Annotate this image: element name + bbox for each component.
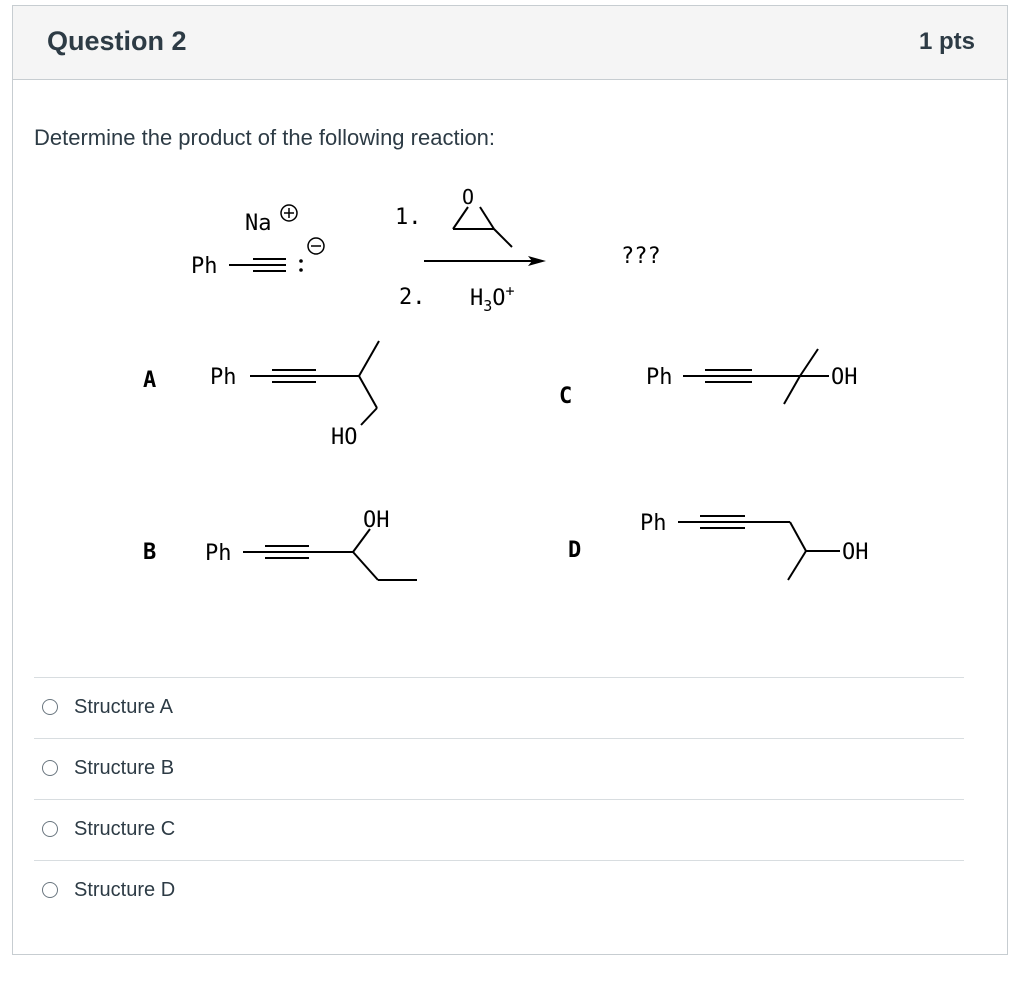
lone-pair-dot [299, 268, 303, 272]
answer-option-d[interactable] [34, 860, 964, 921]
radio-structure-b[interactable] [42, 760, 58, 776]
epoxide-methyl-bond [494, 229, 512, 247]
answer-label-c[interactable]: Structure C [74, 818, 176, 840]
epoxide-oxygen-label: O [462, 185, 475, 209]
question-title: Question 2 [47, 26, 187, 56]
structure-d-letter: D [568, 538, 582, 563]
answer-label-a[interactable]: Structure A [74, 696, 173, 718]
epoxide-ring-bond [480, 207, 494, 229]
answer-option-a[interactable] [34, 677, 964, 738]
sodium-label: Na [245, 211, 272, 236]
question-prompt: Determine the product of the following reaction: [34, 125, 496, 150]
answer-option-c[interactable] [34, 799, 964, 860]
step2-label: 2. [399, 285, 426, 310]
product-unknown-label: ??? [621, 244, 661, 269]
lone-pair-dot [299, 259, 303, 263]
reactant-phenyl-label: Ph [191, 254, 218, 279]
structure-b-hydroxyl: OH [363, 508, 390, 533]
structure-d-hydroxyl: OH [842, 540, 869, 565]
structure-b-phenyl: Ph [205, 541, 232, 566]
step1-label: 1. [395, 205, 422, 230]
epoxide-ring-bond [453, 207, 468, 229]
answer-label-d[interactable]: Structure D [74, 879, 176, 901]
structure-a-hydroxyl: HO [331, 425, 358, 450]
structure-c-letter: C [559, 384, 573, 409]
structure-a-letter: A [143, 368, 157, 393]
radio-structure-c[interactable] [42, 821, 58, 837]
structure-c-phenyl: Ph [646, 365, 673, 390]
structure-b-letter: B [143, 540, 157, 565]
structure-c-hydroxyl: OH [831, 365, 858, 390]
answer-options [34, 677, 964, 921]
answer-option-b[interactable] [34, 738, 964, 799]
radio-structure-d[interactable] [42, 882, 58, 898]
radio-structure-a[interactable] [42, 699, 58, 715]
hydronium-label: $H_3O^+$ [470, 282, 515, 315]
structure-d-phenyl: Ph [640, 511, 667, 536]
structure-a-phenyl: Ph [210, 365, 237, 390]
question-points: 1 pts [918, 28, 975, 55]
answer-label-b[interactable]: Structure B [74, 757, 175, 779]
